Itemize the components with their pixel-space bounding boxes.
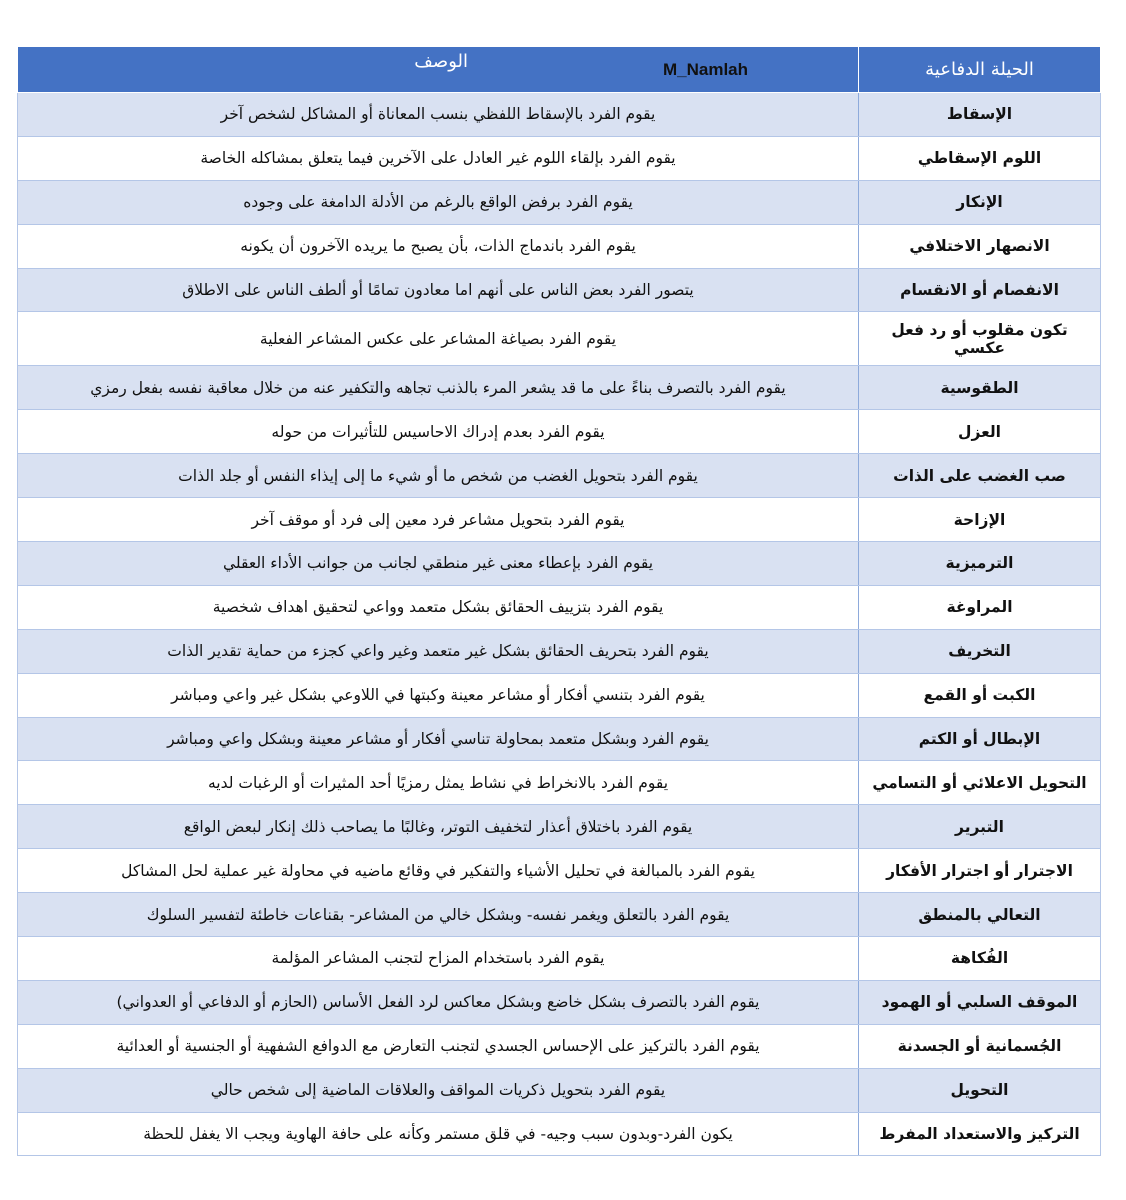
header-term: الحيلة الدفاعية: [859, 47, 1101, 93]
table-row: [18, 1068, 1101, 1112]
defense-mechanism-description: يقوم الفرد باندماج الذات، بأن يصبح ما يريده الآخرون أن يكونه: [18, 224, 859, 268]
table-row: [18, 498, 1101, 542]
defense-mechanism-name: الإزاحة: [859, 498, 1101, 542]
defense-mechanism-name: الجُسمانية أو الجسدنة: [859, 1024, 1101, 1068]
header-description: [18, 47, 859, 93]
table-row: [18, 1024, 1101, 1068]
defense-mechanism-name: التبرير: [859, 805, 1101, 849]
defense-mechanism-description: يقوم الفرد بصياغة المشاعر على عكس المشاعر الفعلية: [18, 312, 859, 366]
table-row: [18, 717, 1101, 761]
defense-mechanism-description: يقوم الفرد بالانخراط في نشاط يمثل رمزيًا أحد المثيرات أو الرغبات لديه: [18, 761, 859, 805]
defense-mechanism-name: التخريف: [859, 629, 1101, 673]
table-header-row: [18, 47, 1101, 93]
table-row: [18, 542, 1101, 586]
defense-mechanism-description: يقوم الفرد بتحريف الحقائق بشكل غير متعمد وغير واعي كجزء من حماية تقدير الذات: [18, 629, 859, 673]
defense-mechanism-description: يتصور الفرد بعض الناس على أنهم اما معادون تمامًا أو ألطف الناس على الاطلاق: [18, 268, 859, 312]
defense-mechanism-name: التحويل الاعلائي أو التسامي: [859, 761, 1101, 805]
table-row: [18, 761, 1101, 805]
defense-mechanism-description: يقوم الفرد باستخدام المزاح لتجنب المشاعر المؤلمة: [18, 937, 859, 981]
table-row: [18, 366, 1101, 410]
table-row: [18, 805, 1101, 849]
table-row: [18, 224, 1101, 268]
defense-mechanism-name: الانفصام أو الانقسام: [859, 268, 1101, 312]
defense-mechanism-description: يقوم الفرد بعدم إدراك الاحاسيس للتأثيرات من حوله: [18, 410, 859, 454]
defense-mechanism-description: يقوم الفرد بتحويل مشاعر فرد معين إلى فرد أو موقف آخر: [18, 498, 859, 542]
defense-mechanism-name: الانصهار الاختلافي: [859, 224, 1101, 268]
defense-mechanism-name: اللوم الإسقاطي: [859, 136, 1101, 180]
defense-mechanism-description: يقوم الفرد بإعطاء معنى غير منطقي لجانب من جوانب الأداء العقلي: [18, 542, 859, 586]
table-row: [18, 585, 1101, 629]
defense-mechanism-name: المراوغة: [859, 585, 1101, 629]
defense-mechanism-name: الموقف السلبي أو الهمود: [859, 980, 1101, 1024]
table-row: [18, 629, 1101, 673]
defense-mechanism-description: يكون الفرد-وبدون سبب وجيه- في قلق مستمر وكأنه على حافة الهاوية ويجب الا يغفل للحظة: [18, 1112, 859, 1156]
table-row: [18, 1112, 1101, 1156]
defense-mechanism-description: يقوم الفرد بالتصرف بناءً على ما قد يشعر المرء بالذنب تجاهه والتكفير عنه من خلال معاقبة نفسه بفعل رمزي: [18, 366, 859, 410]
header-description-label: الوصف: [414, 51, 468, 72]
defense-mechanisms-table-wrapper: [17, 46, 1100, 1156]
defense-mechanism-name: الإنكار: [859, 180, 1101, 224]
defense-mechanism-description: يقوم الفرد بالإسقاط اللفظي بنسب المعاناة أو المشاكل لشخص آخر: [18, 93, 859, 137]
defense-mechanism-description: يقوم الفرد بالمبالغة في تحليل الأشياء والتفكير في وقائع ماضيه في محاولة غير عملية لحل المشاكل: [18, 849, 859, 893]
defense-mechanism-name: الطقوسية: [859, 366, 1101, 410]
defense-mechanism-name: الاجترار أو اجترار الأفكار: [859, 849, 1101, 893]
defense-mechanism-name: الكبت أو القمع: [859, 673, 1101, 717]
defense-mechanism-name: التعالي بالمنطق: [859, 893, 1101, 937]
defense-mechanism-description: يقوم الفرد بتحويل ذكريات المواقف والعلاقات الماضية إلى شخص حالي: [18, 1068, 859, 1112]
defense-mechanism-description: يقوم الفرد برفض الواقع بالرغم من الأدلة الدامغة على وجوده: [18, 180, 859, 224]
defense-mechanism-description: يقوم الفرد بتحويل الغضب من شخص ما أو شيء ما إلى إيذاء النفس أو جلد الذات: [18, 454, 859, 498]
defense-mechanism-description: يقوم الفرد بإلقاء اللوم غير العادل على الآخرين فيما يتعلق بمشاكله الخاصة: [18, 136, 859, 180]
defense-mechanism-description: يقوم الفرد بالتصرف بشكل خاضع وبشكل معاكس لرد الفعل الأساس (الحازم أو الدفاعي أو العدواني): [18, 980, 859, 1024]
defense-mechanism-name: صب الغضب على الذات: [859, 454, 1101, 498]
defense-mechanism-name: الفُكاهة: [859, 937, 1101, 981]
defense-mechanism-description: يقوم الفرد بتنسي أفكار أو مشاعر معينة وكبتها في اللاوعي بشكل غير واعي ومباشر: [18, 673, 859, 717]
table-row: [18, 180, 1101, 224]
table-body: [18, 93, 1101, 1156]
defense-mechanism-description: يقوم الفرد بتزييف الحقائق بشكل متعمد وواعي لتحقيق اهداف شخصية: [18, 585, 859, 629]
table-row: [18, 93, 1101, 137]
defense-mechanism-description: يقوم الفرد بالتركيز على الإحساس الجسدي لتجنب التعارض مع الدوافع الشفهية أو الجنسية أو العدائية: [18, 1024, 859, 1068]
table-row: [18, 893, 1101, 937]
defense-mechanism-description: يقوم الفرد باختلاق أعذار لتخفيف التوتر، وغالبًا ما يصاحب ذلك إنكار لبعض الواقع: [18, 805, 859, 849]
table-row: [18, 268, 1101, 312]
table-row: [18, 673, 1101, 717]
table-row: [18, 937, 1101, 981]
defense-mechanism-name: التحويل: [859, 1068, 1101, 1112]
table-row: [18, 980, 1101, 1024]
table-row: [18, 410, 1101, 454]
defense-mechanism-name: الإسقاط: [859, 93, 1101, 137]
defense-mechanism-name: الإبطال أو الكتم: [859, 717, 1101, 761]
table-row: [18, 312, 1101, 366]
defense-mechanism-name: العزل: [859, 410, 1101, 454]
defense-mechanism-description: يقوم الفرد بالتعلق ويغمر نفسه- وبشكل خالي من المشاعر- بقناعات خاطئة لتفسير السلوك: [18, 893, 859, 937]
defense-mechanisms-table: [17, 46, 1101, 1156]
table-row: [18, 849, 1101, 893]
defense-mechanism-name: الترميزية: [859, 542, 1101, 586]
defense-mechanism-name: تكون مقلوب أو رد فعل عكسي: [859, 312, 1101, 366]
watermark-text: M_Namlah: [663, 60, 749, 79]
defense-mechanism-name: التركيز والاستعداد المفرط: [859, 1112, 1101, 1156]
table-row: [18, 136, 1101, 180]
defense-mechanism-description: يقوم الفرد وبشكل متعمد بمحاولة تناسي أفكار أو مشاعر معينة وبشكل واعي ومباشر: [18, 717, 859, 761]
table-row: [18, 454, 1101, 498]
